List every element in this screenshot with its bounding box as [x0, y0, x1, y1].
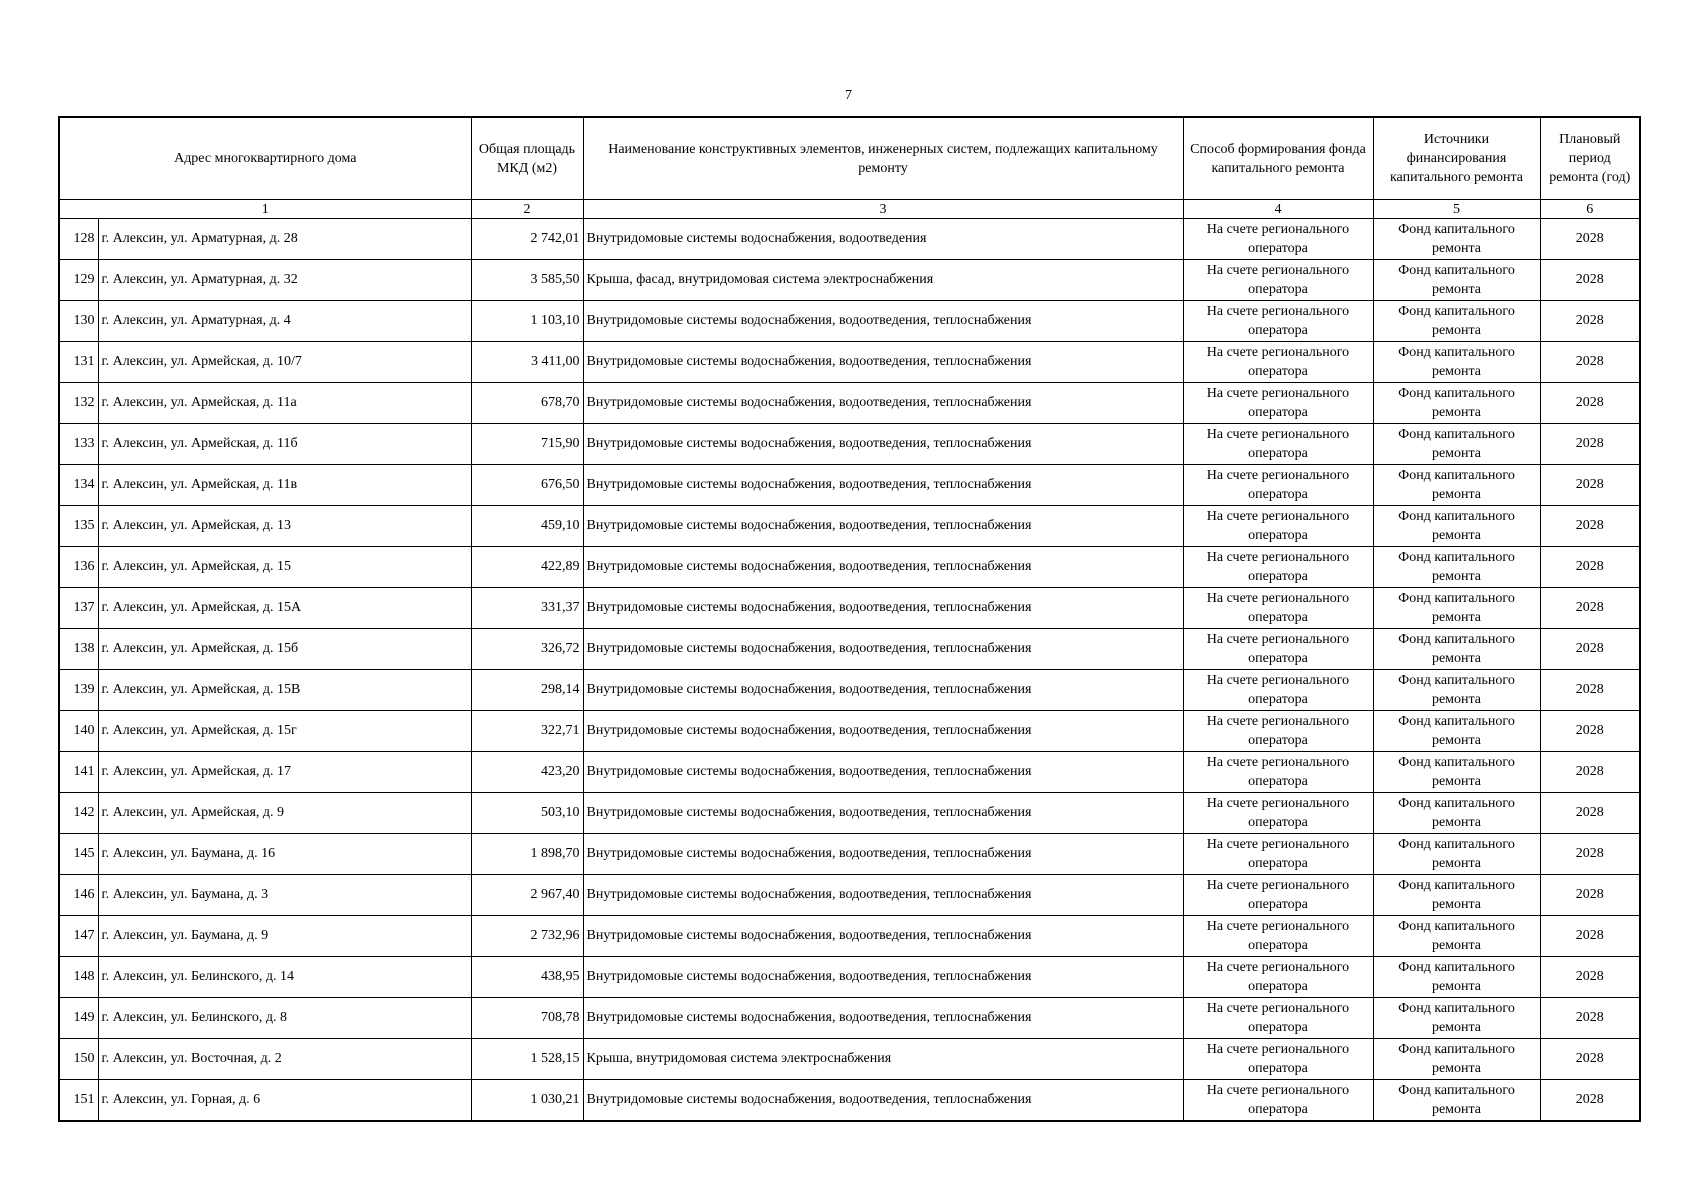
funding-source-cell: Фонд капитального ремонта: [1373, 383, 1540, 424]
funding-source-cell: Фонд капитального ремонта: [1373, 875, 1540, 916]
elements-cell: Внутридомовые системы водоснабжения, водоотведения, теплоснабжения: [583, 301, 1183, 342]
table-row: [59, 834, 1640, 875]
address-cell: г. Алексин, ул. Горная, д. 6: [98, 1080, 471, 1122]
funding-source-cell: Фонд капитального ремонта: [1373, 506, 1540, 547]
planned-year-cell: 2028: [1540, 301, 1640, 342]
funding-method-cell: На счете регионального оператора: [1183, 998, 1373, 1039]
table-row: [59, 957, 1640, 998]
area-cell: 1 030,21: [471, 1080, 583, 1122]
table-row: [59, 1080, 1640, 1122]
row-number: 129: [59, 260, 98, 301]
address-cell: г. Алексин, ул. Армейская, д. 9: [98, 793, 471, 834]
column-number: 5: [1373, 200, 1540, 219]
area-cell: 503,10: [471, 793, 583, 834]
row-number: 147: [59, 916, 98, 957]
funding-method-cell: На счете регионального оператора: [1183, 506, 1373, 547]
address-cell: г. Алексин, ул. Армейская, д. 11б: [98, 424, 471, 465]
elements-cell: Внутридомовые системы водоснабжения, водоотведения, теплоснабжения: [583, 424, 1183, 465]
planned-year-cell: 2028: [1540, 219, 1640, 260]
funding-method-cell: На счете регионального оператора: [1183, 793, 1373, 834]
area-cell: 438,95: [471, 957, 583, 998]
row-number: 133: [59, 424, 98, 465]
table-row: [59, 342, 1640, 383]
planned-year-cell: 2028: [1540, 465, 1640, 506]
address-cell: г. Алексин, ул. Армейская, д. 17: [98, 752, 471, 793]
row-number: 135: [59, 506, 98, 547]
area-cell: 459,10: [471, 506, 583, 547]
address-cell: г. Алексин, ул. Армейская, д. 11а: [98, 383, 471, 424]
planned-year-cell: 2028: [1540, 752, 1640, 793]
funding-source-cell: Фонд капитального ремонта: [1373, 301, 1540, 342]
funding-source-cell: Фонд капитального ремонта: [1373, 752, 1540, 793]
elements-cell: Внутридомовые системы водоснабжения, водоотведения, теплоснабжения: [583, 834, 1183, 875]
planned-year-cell: 2028: [1540, 588, 1640, 629]
funding-source-cell: Фонд капитального ремонта: [1373, 219, 1540, 260]
funding-source-cell: Фонд капитального ремонта: [1373, 342, 1540, 383]
planned-year-cell: 2028: [1540, 342, 1640, 383]
address-cell: г. Алексин, ул. Армейская, д. 15В: [98, 670, 471, 711]
planned-year-cell: 2028: [1540, 793, 1640, 834]
address-cell: г. Алексин, ул. Армейская, д. 10/7: [98, 342, 471, 383]
row-number: 140: [59, 711, 98, 752]
elements-cell: Внутридомовые системы водоснабжения, водоотведения, теплоснабжения: [583, 1080, 1183, 1122]
address-cell: г. Алексин, ул. Армейская, д. 15А: [98, 588, 471, 629]
address-cell: г. Алексин, ул. Арматурная, д. 32: [98, 260, 471, 301]
planned-year-cell: 2028: [1540, 547, 1640, 588]
row-number: 146: [59, 875, 98, 916]
table-row: [59, 998, 1640, 1039]
area-cell: 1 528,15: [471, 1039, 583, 1080]
table-row: [59, 752, 1640, 793]
row-number: 150: [59, 1039, 98, 1080]
elements-cell: Внутридомовые системы водоснабжения, водоотведения, теплоснабжения: [583, 342, 1183, 383]
elements-cell: Внутридомовые системы водоснабжения, водоотведения, теплоснабжения: [583, 957, 1183, 998]
table-body: [59, 219, 1640, 1122]
row-number: 136: [59, 547, 98, 588]
funding-source-cell: Фонд капитального ремонта: [1373, 1080, 1540, 1122]
table-row: [59, 588, 1640, 629]
funding-method-cell: На счете регионального оператора: [1183, 465, 1373, 506]
funding-source-cell: Фонд капитального ремонта: [1373, 834, 1540, 875]
planned-year-cell: 2028: [1540, 1080, 1640, 1122]
funding-source-cell: Фонд капитального ремонта: [1373, 711, 1540, 752]
elements-cell: Крыша, фасад, внутридомовая система электроснабжения: [583, 260, 1183, 301]
elements-cell: Внутридомовые системы водоснабжения, водоотведения, теплоснабжения: [583, 793, 1183, 834]
table-row: [59, 875, 1640, 916]
repair-plan-table: [58, 116, 1641, 1122]
planned-year-cell: 2028: [1540, 711, 1640, 752]
funding-source-cell: Фонд капитального ремонта: [1373, 793, 1540, 834]
elements-cell: Внутридомовые системы водоснабжения, водоотведения, теплоснабжения: [583, 383, 1183, 424]
table-row: [59, 219, 1640, 260]
row-number: 132: [59, 383, 98, 424]
area-cell: 322,71: [471, 711, 583, 752]
address-cell: г. Алексин, ул. Армейская, д. 11в: [98, 465, 471, 506]
funding-source-cell: Фонд капитального ремонта: [1373, 629, 1540, 670]
area-cell: 3 585,50: [471, 260, 583, 301]
funding-source-cell: Фонд капитального ремонта: [1373, 588, 1540, 629]
planned-year-cell: 2028: [1540, 506, 1640, 547]
funding-source-cell: Фонд капитального ремонта: [1373, 465, 1540, 506]
elements-cell: Внутридомовые системы водоснабжения, водоотведения, теплоснабжения: [583, 588, 1183, 629]
header-period: Плановый период ремонта (год): [1540, 117, 1640, 200]
funding-method-cell: На счете регионального оператора: [1183, 711, 1373, 752]
address-cell: г. Алексин, ул. Армейская, д. 15: [98, 547, 471, 588]
elements-cell: Внутридомовые системы водоснабжения, водоотведения, теплоснабжения: [583, 875, 1183, 916]
funding-method-cell: На счете регионального оператора: [1183, 670, 1373, 711]
column-number: 1: [59, 200, 471, 219]
area-cell: 1 103,10: [471, 301, 583, 342]
area-cell: 326,72: [471, 629, 583, 670]
column-number: 6: [1540, 200, 1640, 219]
funding-source-cell: Фонд капитального ремонта: [1373, 670, 1540, 711]
funding-method-cell: На счете регионального оператора: [1183, 547, 1373, 588]
elements-cell: Внутридомовые системы водоснабжения, водоотведения, теплоснабжения: [583, 916, 1183, 957]
column-number: 3: [583, 200, 1183, 219]
area-cell: 3 411,00: [471, 342, 583, 383]
area-cell: 2 967,40: [471, 875, 583, 916]
elements-cell: Внутридомовые системы водоснабжения, водоотведения, теплоснабжения: [583, 465, 1183, 506]
funding-method-cell: На счете регионального оператора: [1183, 629, 1373, 670]
row-number: 151: [59, 1080, 98, 1122]
address-cell: г. Алексин, ул. Восточная, д. 2: [98, 1039, 471, 1080]
funding-method-cell: На счете регионального оператора: [1183, 916, 1373, 957]
elements-cell: Внутридомовые системы водоснабжения, водоотведения, теплоснабжения: [583, 711, 1183, 752]
area-cell: 708,78: [471, 998, 583, 1039]
table-header-row: [59, 117, 1640, 200]
table-row: [59, 793, 1640, 834]
address-cell: г. Алексин, ул. Баумана, д. 3: [98, 875, 471, 916]
table-row: [59, 916, 1640, 957]
funding-source-cell: Фонд капитального ремонта: [1373, 998, 1540, 1039]
address-cell: г. Алексин, ул. Арматурная, д. 4: [98, 301, 471, 342]
address-cell: г. Алексин, ул. Баумана, д. 16: [98, 834, 471, 875]
planned-year-cell: 2028: [1540, 629, 1640, 670]
planned-year-cell: 2028: [1540, 1039, 1640, 1080]
table-row: [59, 670, 1640, 711]
area-cell: 2 732,96: [471, 916, 583, 957]
address-cell: г. Алексин, ул. Армейская, д. 15г: [98, 711, 471, 752]
elements-cell: Внутридомовые системы водоснабжения, водоотведения, теплоснабжения: [583, 752, 1183, 793]
header-source: Источники финансирования капитального ремонта: [1373, 117, 1540, 200]
table-row: [59, 465, 1640, 506]
elements-cell: Внутридомовые системы водоснабжения, водоотведения, теплоснабжения: [583, 998, 1183, 1039]
elements-cell: Внутридомовые системы водоснабжения, водоотведения, теплоснабжения: [583, 629, 1183, 670]
funding-method-cell: На счете регионального оператора: [1183, 875, 1373, 916]
header-area: Общая площадь МКД (м2): [471, 117, 583, 200]
funding-source-cell: Фонд капитального ремонта: [1373, 260, 1540, 301]
row-number: 131: [59, 342, 98, 383]
elements-cell: Крыша, внутридомовая система электроснабжения: [583, 1039, 1183, 1080]
page-number: 7: [845, 88, 852, 103]
table-row: [59, 1039, 1640, 1080]
elements-cell: Внутридомовые системы водоснабжения, водоотведения, теплоснабжения: [583, 547, 1183, 588]
funding-source-cell: Фонд капитального ремонта: [1373, 424, 1540, 465]
row-number: 145: [59, 834, 98, 875]
table-row: [59, 260, 1640, 301]
planned-year-cell: 2028: [1540, 424, 1640, 465]
table-row: [59, 547, 1640, 588]
row-number: 138: [59, 629, 98, 670]
funding-method-cell: На счете регионального оператора: [1183, 588, 1373, 629]
planned-year-cell: 2028: [1540, 998, 1640, 1039]
address-cell: г. Алексин, ул. Армейская, д. 13: [98, 506, 471, 547]
header-method: Способ формирования фонда капитального ремонта: [1183, 117, 1373, 200]
row-number: 130: [59, 301, 98, 342]
table-row: [59, 424, 1640, 465]
area-cell: 422,89: [471, 547, 583, 588]
funding-method-cell: На счете регионального оператора: [1183, 1080, 1373, 1122]
elements-cell: Внутридомовые системы водоснабжения, водоотведения, теплоснабжения: [583, 670, 1183, 711]
address-cell: г. Алексин, ул. Баумана, д. 9: [98, 916, 471, 957]
column-number: 4: [1183, 200, 1373, 219]
planned-year-cell: 2028: [1540, 383, 1640, 424]
planned-year-cell: 2028: [1540, 670, 1640, 711]
area-cell: 678,70: [471, 383, 583, 424]
planned-year-cell: 2028: [1540, 260, 1640, 301]
funding-method-cell: На счете регионального оператора: [1183, 834, 1373, 875]
area-cell: 423,20: [471, 752, 583, 793]
row-number: 148: [59, 957, 98, 998]
area-cell: 2 742,01: [471, 219, 583, 260]
funding-source-cell: Фонд капитального ремонта: [1373, 1039, 1540, 1080]
header-address: Адрес многоквартирного дома: [59, 117, 471, 200]
row-number: 141: [59, 752, 98, 793]
funding-method-cell: На счете регионального оператора: [1183, 219, 1373, 260]
planned-year-cell: 2028: [1540, 957, 1640, 998]
area-cell: 1 898,70: [471, 834, 583, 875]
funding-method-cell: На счете регионального оператора: [1183, 260, 1373, 301]
row-number: 134: [59, 465, 98, 506]
funding-method-cell: На счете регионального оператора: [1183, 1039, 1373, 1080]
address-cell: г. Алексин, ул. Белинского, д. 8: [98, 998, 471, 1039]
row-number: 128: [59, 219, 98, 260]
funding-method-cell: На счете регионального оператора: [1183, 301, 1373, 342]
funding-method-cell: На счете регионального оператора: [1183, 957, 1373, 998]
row-number: 142: [59, 793, 98, 834]
row-number: 137: [59, 588, 98, 629]
planned-year-cell: 2028: [1540, 916, 1640, 957]
column-number-row: [59, 200, 1640, 219]
row-number: 149: [59, 998, 98, 1039]
column-number: 2: [471, 200, 583, 219]
funding-source-cell: Фонд капитального ремонта: [1373, 547, 1540, 588]
funding-method-cell: На счете регионального оператора: [1183, 342, 1373, 383]
funding-source-cell: Фонд капитального ремонта: [1373, 957, 1540, 998]
table-row: [59, 711, 1640, 752]
address-cell: г. Алексин, ул. Белинского, д. 14: [98, 957, 471, 998]
elements-cell: Внутридомовые системы водоснабжения, водоотведения: [583, 219, 1183, 260]
funding-method-cell: На счете регионального оператора: [1183, 424, 1373, 465]
row-number: 139: [59, 670, 98, 711]
address-cell: г. Алексин, ул. Арматурная, д. 28: [98, 219, 471, 260]
planned-year-cell: 2028: [1540, 834, 1640, 875]
funding-source-cell: Фонд капитального ремонта: [1373, 916, 1540, 957]
area-cell: 715,90: [471, 424, 583, 465]
header-elements: Наименование конструктивных элементов, инженерных систем, подлежащих капитальному ремонту: [583, 117, 1183, 200]
address-cell: г. Алексин, ул. Армейская, д. 15б: [98, 629, 471, 670]
table-row: [59, 383, 1640, 424]
area-cell: 298,14: [471, 670, 583, 711]
funding-method-cell: На счете регионального оператора: [1183, 752, 1373, 793]
planned-year-cell: 2028: [1540, 875, 1640, 916]
table-row: [59, 506, 1640, 547]
table-row: [59, 629, 1640, 670]
area-cell: 676,50: [471, 465, 583, 506]
area-cell: 331,37: [471, 588, 583, 629]
funding-method-cell: На счете регионального оператора: [1183, 383, 1373, 424]
table-row: [59, 301, 1640, 342]
elements-cell: Внутридомовые системы водоснабжения, водоотведения, теплоснабжения: [583, 506, 1183, 547]
